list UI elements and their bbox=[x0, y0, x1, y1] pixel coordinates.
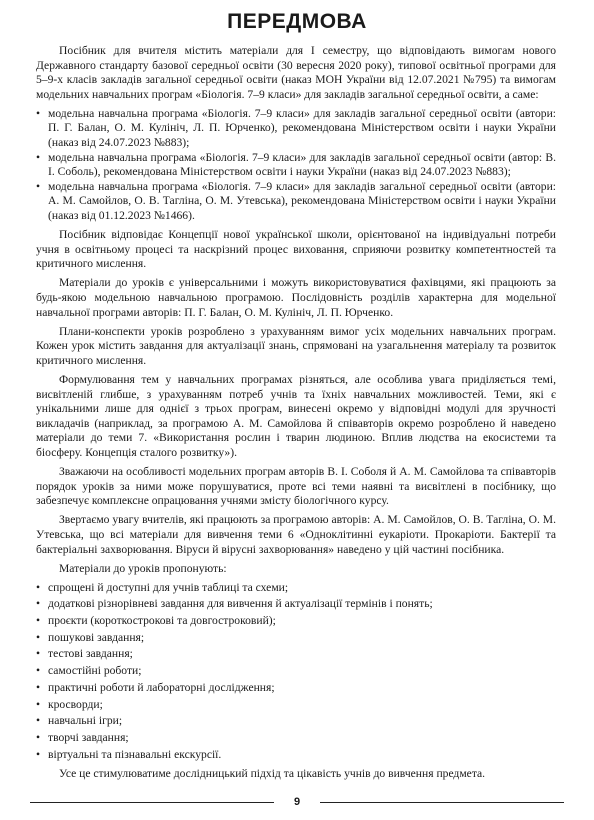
order-paragraph: Зважаючи на особливості модельних програм авторів В. І. Соболя й А. М. Самойлова та співавторів порядок уроків за ними може порушуватися, проте всі теми наявні та висвітлені в посібнику, що забезпечує комплексне опрацювання учнями змісту біологічного курсу. bbox=[36, 465, 556, 508]
material-item: • проєкти (короткострокові та довгостроковий); bbox=[36, 614, 556, 629]
page-number: 9 bbox=[293, 796, 301, 808]
program-item: • модельна навчальна програма «Біологія. 7–9 класи» для закладів загальної середньої освіти (автори: А. М. Самойлов, О. В. Тагліна, О. М. Утевська), рекомендована Міністерством освіти і науки України (наказ від 01.12.2023 №1466). bbox=[36, 180, 556, 224]
topics-paragraph: Формулювання тем у навчальних програмах різняться, але особлива увага приділяється темі, висвітленій глибше, з урахуванням потреб учнів та їхніх навчальних можливостей. Теми, які є унікальними лише для однієї з трьох програм, винесені окремо у відповідні модулі для зручності викладачів (наприклад, за програмою А. М. Самойлова й співавторів окремо розроблено й наведено матеріали до теми 7. «Використання рослин і тварин людиною. Вплив людства на екосистеми та біосферу. Концепція сталого розвитку»). bbox=[36, 372, 556, 459]
closing-paragraph: Усе це стимулюватиме дослідницький підхід та цікавість учнів до вивчення предмета. bbox=[59, 766, 486, 780]
programs-list bbox=[36, 107, 556, 224]
material-item: • пошукові завдання; bbox=[36, 631, 556, 646]
material-item: • тестові завдання; bbox=[36, 647, 556, 662]
universal-paragraph: Матеріали до уроків є універсальними і можуть використовуватися фахівцями, які працюють за будь-якою модельною навчальною програмою. Послідовність розділів характерна для модельної навчальної програми авторів: П. Г. Балан, О. М. Кулініч, Л. П. Юрченко. bbox=[36, 276, 556, 319]
material-item: • спрощені й доступні для учнів таблиці та схеми; bbox=[36, 581, 556, 596]
intro-paragraph: Посібник для вчителя містить матеріали для І семестру, що відповідають вимогам нового Державного стандарту базової середньої освіти (30 вересня 2020 року), типової освітньої програми для 5–9-х класів закладів загальної середньої освіти (наказ МОН України від 12.07.2021 №795) та вимогам модельних навчальних програм «Біологія. 7–9 класи» для закладів загальної середньої освіти, а саме: bbox=[36, 44, 556, 101]
material-item: • навчальні ігри; bbox=[36, 714, 556, 729]
program-item: • модельна навчальна програма «Біологія. 7–9 класи» для закладів загальної середньої освіти (автори: П. Г. Балан, О. М. Кулініч, Л. П. Юрченко), рекомендована Міністерством освіти і науки України (наказ від 24.07.2023 №883); bbox=[36, 107, 556, 151]
concept-paragraph: Посібник відповідає Концепції нової української школи, орієнтованої на індивідуальні потреби учня в освітньому процесі та наскрізний процес виховання, сприяючи розвитку компетентностей та критичного мислення. bbox=[36, 228, 556, 271]
lesson-plans-paragraph: Плани-конспекти уроків розроблено з урахуванням вимог усіх модельних навчальних програм. Кожен урок містить завдання для актуалізації знань, спрямовані на узагальнення матеріалу та розвиток критичного мислення. bbox=[36, 324, 556, 367]
attention-paragraph: Звертаємо увагу вчителів, які працюють за програмою авторів: А. М. Самойлов, О. В. Тагліна, О. М. Утевська, що всі матеріали для вивчення теми 6 «Одноклітинні еукаріоти. Прокаріоти. Бактерії та бактеріальні захворювання. Віруси й вірусні захворювання» наведено у цій частині посібника. bbox=[36, 513, 556, 556]
program-item: • модельна навчальна програма «Біологія. 7–9 класи» для закладів загальної середньої освіти (автор: В. І. Соболь), рекомендована Міністерством освіти і науки України (наказ від 24.07.2023 №883); bbox=[36, 151, 556, 180]
page-footer bbox=[30, 796, 564, 810]
material-item: • самостійні роботи; bbox=[36, 664, 556, 679]
material-item: • практичні роботи й лабораторні дослідження; bbox=[36, 681, 556, 696]
footer-rule-right bbox=[320, 802, 564, 803]
materials-list bbox=[36, 581, 556, 762]
material-item: • творчі завдання; bbox=[36, 731, 556, 746]
material-item: • віртуальні та пізнавальні екскурсії. bbox=[36, 748, 556, 763]
materials-intro: Матеріали до уроків пропонують: bbox=[59, 561, 227, 575]
preface-body bbox=[36, 44, 556, 786]
material-item: • додаткові різнорівневі завдання для вивчення й актуалізації термінів і понять; bbox=[36, 597, 556, 612]
page-title: ПЕРЕДМОВА bbox=[227, 10, 367, 33]
material-item: • кросворди; bbox=[36, 698, 556, 713]
